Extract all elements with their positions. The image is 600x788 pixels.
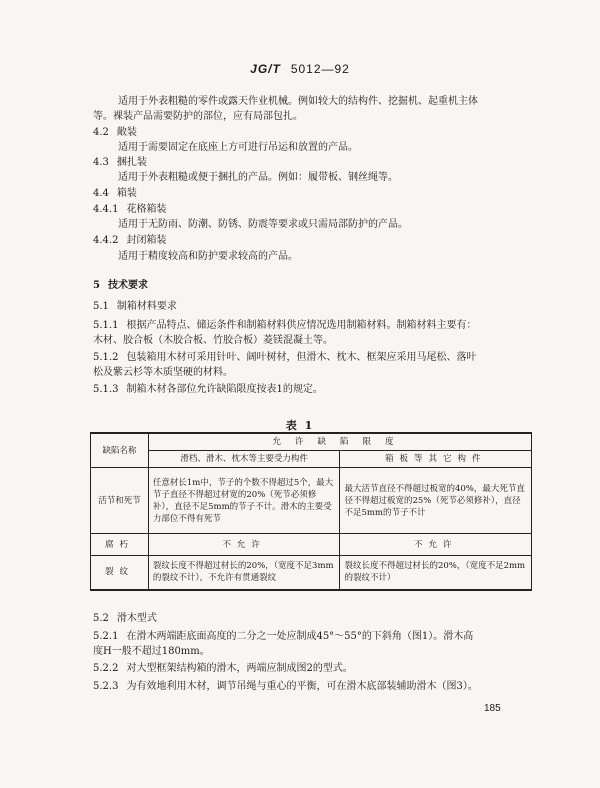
page-number: 185 <box>484 703 501 714</box>
table-subheader-row <box>91 451 532 468</box>
table-row <box>91 534 532 556</box>
clause-5-1-2 <box>93 351 476 365</box>
clause-text: 对大型框架结构箱的滑木，两端应制成图2的型式。 <box>126 663 353 674</box>
clause-text: 包装箱用木材可采用针叶、阔叶树材，但滑木、枕木、框架应采用马尾松、落叶 <box>126 352 477 363</box>
clause-5-2-3 <box>93 680 478 694</box>
section-heading-4-4 <box>93 187 137 201</box>
defect-limits-table <box>90 432 532 591</box>
section-number: 5.2 <box>93 613 109 624</box>
section-number: 5.1.3 <box>93 384 119 395</box>
section-heading-4-4-2 <box>93 234 166 248</box>
main-members-cell: 裂纹长度不得超过材长的20%，（宽度不足3mm的裂纹不计），不允许有贯通裂纹 <box>148 556 340 590</box>
section-number: 5 <box>93 280 100 291</box>
paragraph-line: 松及紫云杉等木质坚硬的材料。 <box>93 367 233 378</box>
section-number: 5.2.3 <box>93 681 119 692</box>
standard-number: 5012—92 <box>290 62 350 76</box>
table-row <box>91 468 532 534</box>
defect-name-cell: 腐朽 <box>91 534 149 556</box>
section-number: 4.3 <box>93 157 109 168</box>
paragraph-line: 度H一般不超过180mm。 <box>93 646 210 657</box>
header-defect-name: 缺陷名称 <box>91 433 149 468</box>
section-number: 5.2.1 <box>93 631 119 642</box>
section-number: 5.1.1 <box>93 320 119 331</box>
clause-text: 制箱木材各部位允许缺陷限度按表1的规定。 <box>126 384 323 395</box>
main-members-cell: 任意材长1m中，节子的个数不得超过5个，最大节子直径不得超过材宽的20%（死节必须修补），直径不足5mm的节子不计。滑木的主要受力部位不得有死节 <box>148 468 340 534</box>
section-heading-4-4-1 <box>93 203 166 217</box>
section-title: 封闭箱装 <box>126 235 167 246</box>
paragraph-line: 木材、胶合板（木胶合板、竹胶合板）菱镁混凝土等。 <box>93 335 333 346</box>
section-title: 捆扎装 <box>116 157 147 168</box>
paragraph-line: 适用于外表粗糙或便于捆扎的产品。例如：履带板、钢丝绳等。 <box>118 172 398 183</box>
clause-text: 在滑木两端距底面高度的二分之一处应制成45°～55°的下斜角（图1）。滑木高 <box>126 631 474 642</box>
paragraph-line: 适用于无防雨、防潮、防锈、防震等要求或只需局部防护的产品。 <box>118 219 408 230</box>
clause-text: 为有效地利用木材，调节吊绳与重心的平衡，可在滑木底部装辅助滑木（图3）。 <box>126 681 478 692</box>
section-number: 4.4.1 <box>93 204 119 215</box>
clause-text: 根据产品特点、储运条件和制箱材料供应情况选用制箱材料。制箱材料主要有： <box>126 320 477 331</box>
paragraph-line: 等。裸装产品需要防护的部位，应有局部包扎。 <box>93 111 303 122</box>
table-row <box>91 556 532 590</box>
clause-5-2-2 <box>93 662 353 676</box>
standard-code: JG/T <box>250 62 281 76</box>
section-title: 花格箱装 <box>126 204 167 215</box>
paragraph-line: 适用于精度较高和防护要求较高的产品。 <box>118 251 298 262</box>
section-number: 5.1.2 <box>93 352 119 363</box>
other-members-cell: 不允许 <box>340 534 532 556</box>
section-heading-4-3 <box>93 156 147 170</box>
main-members-cell: 不允许 <box>148 534 340 556</box>
subheader-other-members: 箱板等其它构件 <box>340 451 532 468</box>
clause-5-1-3 <box>93 383 323 397</box>
subheader-main-members: 滑档、滑木、枕木等主要受力构件 <box>148 451 340 468</box>
section-title: 制箱材料要求 <box>116 301 177 312</box>
section-title: 箱装 <box>116 188 137 199</box>
section-number: 4.4 <box>93 188 109 199</box>
defect-name-cell: 裂纹 <box>91 556 149 590</box>
section-heading-4-2 <box>93 126 137 140</box>
defect-name-cell: 活节和死节 <box>91 468 149 534</box>
section-heading-5-1 <box>93 300 177 314</box>
other-members-cell: 裂纹长度不得超过材长的20%，（宽度不足2mm的裂纹不计） <box>340 556 532 590</box>
header-allowable-limit: 允许缺陷限度 <box>148 433 531 451</box>
table-caption: 表 1 <box>285 419 315 432</box>
table-header-row <box>91 433 532 451</box>
paragraph-line: 适用于需要固定在底座上方可进行吊运和放置的产品。 <box>118 142 358 153</box>
section-number: 4.2 <box>93 127 109 138</box>
other-members-cell: 最大活节直径不得超过板宽的40%，最大死节直径不得超过板宽的25%（死节必须修补），直径不足5mm的节子不计 <box>340 468 532 534</box>
section-number: 5.2.2 <box>93 663 119 674</box>
section-title: 敞装 <box>116 127 137 138</box>
section-number: 4.4.2 <box>93 235 119 246</box>
paragraph-line: 适用于外表粗糙的零件或露天作业机械。例如较大的结构件、挖掘机、起重机主体 <box>118 96 478 107</box>
section-heading-5 <box>93 279 148 293</box>
section-title: 技术要求 <box>107 280 148 291</box>
section-number: 5.1 <box>93 301 109 312</box>
clause-5-1-1 <box>93 319 476 333</box>
section-heading-5-2 <box>93 612 157 626</box>
running-header <box>0 62 600 76</box>
section-title: 滑木型式 <box>116 613 157 624</box>
clause-5-2-1 <box>93 630 473 644</box>
